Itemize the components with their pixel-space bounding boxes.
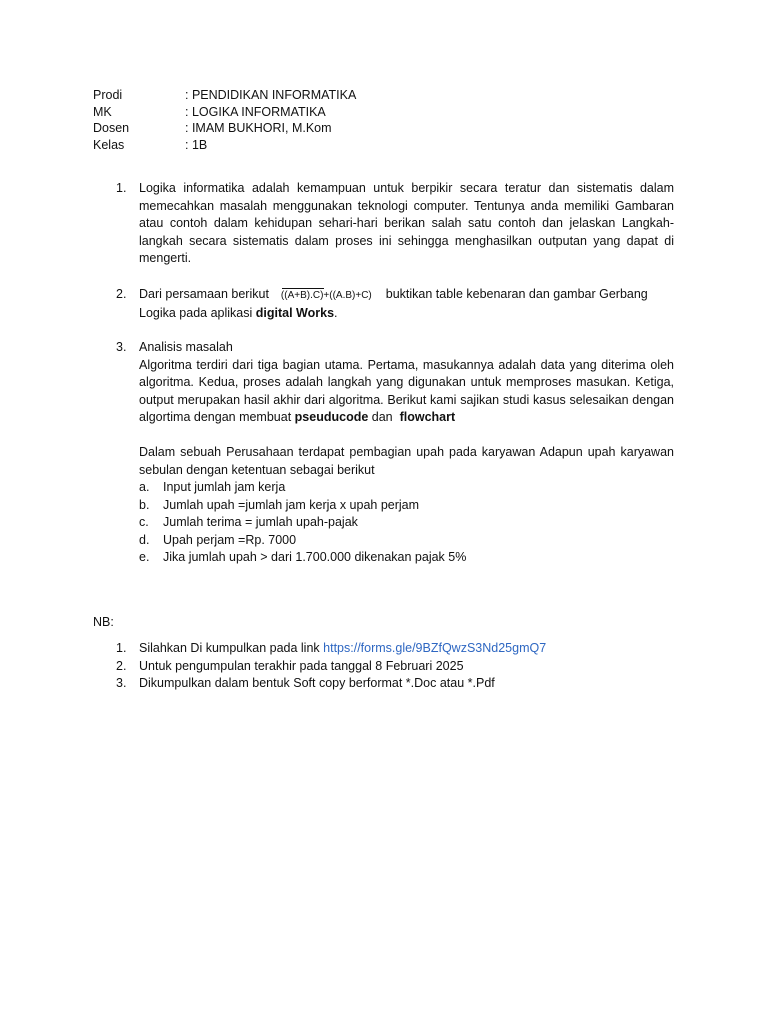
list-item xyxy=(93,675,674,693)
notes-section xyxy=(93,614,114,631)
bold-term-flowchart: flowchart xyxy=(399,410,456,424)
course-header xyxy=(93,87,356,153)
bold-term-pseudocode: pseuducode xyxy=(294,410,369,424)
notes-list xyxy=(93,640,674,693)
list-item xyxy=(93,286,674,322)
question-text-continued: buktikan table kebenaran dan gambar Gerbang Logika pada aplikasi xyxy=(139,287,648,320)
app-name: digital Works xyxy=(255,305,335,320)
paragraph-text: Algoritma terdiri dari tiga bagian utama. Pertama, masukannya adalah data yang diterima oleh algoritma. Kedua, proses adalah langkah yang digunakan untuk memproses masukan. Ketiga, output merupakan hasil akhir dari algoritma. Berikut kami sajikan studi kasus selesaikan dengan algortima dengan membuat xyxy=(139,357,674,424)
question-3 xyxy=(93,339,674,567)
list-item xyxy=(93,180,674,268)
sub-text: Jika jumlah upah > dari 1.700.000 dikenakan pajak 5% xyxy=(163,550,467,564)
submission-link[interactable]: https://forms.gle/9BZfQwzS3Nd25gmQ7 xyxy=(323,641,547,655)
note-text: Dikumpulkan dalam bentuk Soft copy berformat *.Doc atau *.Pdf xyxy=(139,676,495,690)
punctuation: . xyxy=(334,305,338,320)
header-key: Prodi xyxy=(93,88,123,102)
list-item xyxy=(93,339,674,567)
note-number: 3. xyxy=(116,676,127,690)
header-value: : IMAM BUKHORI, M.Kom xyxy=(185,121,332,135)
sub-text: Upah perjam =Rp. 7000 xyxy=(163,532,297,547)
sub-text: Jumlah upah =jumlah jam kerja x upah perjam xyxy=(163,497,420,512)
sub-letter: a. xyxy=(139,480,150,494)
header-row-dosen xyxy=(93,120,356,137)
note-text: Untuk pengumpulan terakhir pada tanggal 8 Februari 2025 xyxy=(139,658,464,673)
header-key: Dosen xyxy=(93,121,130,135)
header-row-mk xyxy=(93,104,356,121)
header-value: : LOGIKA INFORMATIKA xyxy=(185,104,326,119)
question-paragraph xyxy=(139,357,674,427)
sub-item-d xyxy=(139,532,674,550)
list-item xyxy=(93,640,674,658)
note-number: 2. xyxy=(116,658,127,673)
question-2 xyxy=(93,286,674,322)
sub-letter: b. xyxy=(139,497,150,512)
sub-list xyxy=(139,479,674,567)
sub-item-b xyxy=(139,497,674,515)
header-key: MK xyxy=(93,104,112,119)
sub-text: Input jumlah jam kerja xyxy=(163,480,286,494)
sub-item-a xyxy=(139,479,674,497)
question-title: Analisis masalah xyxy=(139,340,233,354)
note-number: 1. xyxy=(116,641,127,655)
sub-item-c xyxy=(139,514,674,532)
header-value: : 1B xyxy=(185,137,208,152)
question-number: 3. xyxy=(116,340,127,354)
list-item xyxy=(93,658,674,676)
header-key: Kelas xyxy=(93,137,125,152)
question-number: 1. xyxy=(116,181,127,195)
note-text: Silahkan Di kumpulkan pada link xyxy=(139,641,320,655)
formula-text: ((A+B).C)+((A.B)+C) xyxy=(280,290,372,301)
header-row-prodi xyxy=(93,87,356,104)
formula-overline xyxy=(282,288,324,289)
sub-letter: d. xyxy=(139,532,150,547)
header-row-kelas xyxy=(93,137,356,154)
header-value: : PENDIDIKAN INFORMATIKA xyxy=(185,88,357,102)
sub-letter: c. xyxy=(139,515,149,529)
sub-letter: e. xyxy=(139,550,150,564)
sub-text: Jumlah terima = jumlah upah-pajak xyxy=(163,515,358,529)
question-text: Dari persamaan berikut xyxy=(139,287,269,301)
question-1 xyxy=(93,180,674,268)
case-paragraph: Dalam sebuah Perusahaan terdapat pembagian upah pada karyawan Adapun upah karyawan sebulan dengan ketentuan sebagai berikut xyxy=(139,445,674,477)
sub-item-e xyxy=(139,549,674,567)
boolean-formula xyxy=(281,287,372,305)
question-text: Logika informatika adalah kemampuan untuk berpikir secara teratur dan sistematis dalam memecahkan masalah menggunakan teknologi computer. Tentunya anda memiliki Gambaran atau contoh dalam kehidupan sehari-hari berikan salah satu contoh dan jelaskan Langkah-langkah secara sistematis dalam proses ini sehingga menghasilkan outputan yang dapat di mengerti. xyxy=(139,181,674,265)
conjunction: dan xyxy=(371,410,393,424)
notes-label: NB: xyxy=(93,615,114,629)
question-number: 2. xyxy=(116,287,127,301)
spacer xyxy=(139,427,674,445)
